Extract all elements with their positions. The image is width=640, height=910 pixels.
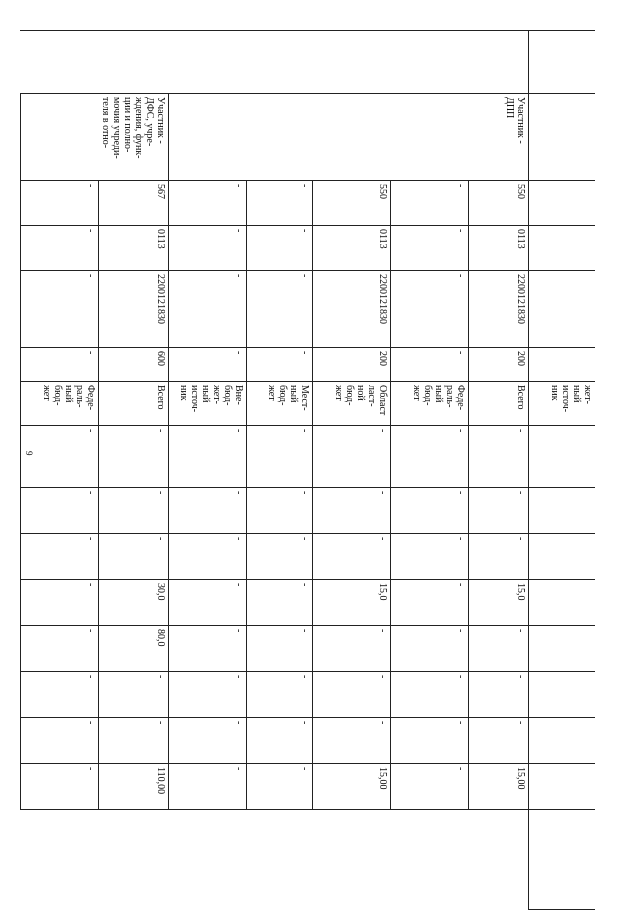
- table-row: [313, 31, 391, 910]
- table-cell: [529, 348, 595, 382]
- participant-cell: [21, 94, 99, 181]
- amount-cell: -: [313, 626, 391, 672]
- expense-code-cell: 600: [99, 348, 170, 382]
- amount-cell: -: [469, 626, 529, 672]
- amount-cell: -: [21, 488, 99, 534]
- amount-cell: -: [21, 580, 99, 626]
- dept-code-cell: 550: [469, 181, 529, 226]
- target-code-cell: -: [21, 271, 99, 348]
- table-cell: [529, 534, 595, 580]
- amount-cell: -: [469, 718, 529, 764]
- amount-cell: -: [21, 718, 99, 764]
- amount-cell: -: [391, 626, 469, 672]
- amount-cell: -: [391, 718, 469, 764]
- amount-cell: -: [169, 672, 247, 718]
- section-code-cell: 0113: [469, 226, 529, 271]
- funding-source-cell: Всего: [99, 382, 170, 426]
- target-code-cell: 2200121830: [313, 271, 391, 348]
- amount-cell: -: [247, 626, 313, 672]
- target-code-cell: 2200121830: [99, 271, 170, 348]
- header-source-tail: жет- ный источ- ник: [529, 382, 595, 426]
- table-cell: [529, 580, 595, 626]
- target-code-cell: -: [247, 271, 313, 348]
- funding-source-cell: Област ласт- ной бюд- жет: [313, 382, 391, 426]
- amount-cell: -: [391, 764, 469, 810]
- table-cell: [529, 672, 595, 718]
- amount-cell: -: [247, 488, 313, 534]
- amount-cell: -: [99, 718, 170, 764]
- table-body: [21, 31, 596, 910]
- amount-cell: -: [99, 534, 170, 580]
- amount-cell: 15,00: [469, 764, 529, 810]
- budget-table: [20, 30, 595, 910]
- amount-cell: -: [21, 626, 99, 672]
- amount-cell: -: [247, 426, 313, 488]
- amount-cell: -: [247, 764, 313, 810]
- amount-cell: -: [99, 426, 170, 488]
- target-code-cell: 2200121830: [469, 271, 529, 348]
- section-code-cell: -: [169, 226, 247, 271]
- amount-cell: -: [247, 672, 313, 718]
- table-row: [469, 31, 529, 910]
- table-row: [21, 31, 99, 910]
- target-code-cell: -: [391, 271, 469, 348]
- amount-cell: -: [313, 488, 391, 534]
- section-code-cell: 0113: [99, 226, 170, 271]
- amount-cell: -: [169, 626, 247, 672]
- left-margin-cell: [169, 31, 247, 94]
- amount-cell: -: [313, 534, 391, 580]
- scanned-page: [41, 30, 595, 859]
- participant-cell: [391, 94, 469, 181]
- table-cell: [529, 271, 595, 348]
- amount-cell: -: [99, 488, 170, 534]
- table-cell: [529, 31, 595, 94]
- amount-cell: 30,0: [99, 580, 170, 626]
- amount-cell: -: [169, 426, 247, 488]
- table-cell: [529, 426, 595, 488]
- amount-cell: 110,00: [99, 764, 170, 810]
- funding-source-cell: Феде- раль- ный бюд- жет: [391, 382, 469, 426]
- table-row: [99, 31, 170, 910]
- page-number: 9: [24, 451, 34, 456]
- participant-cell: [313, 94, 391, 181]
- amount-cell: -: [391, 580, 469, 626]
- table-row: [391, 31, 469, 910]
- expense-code-cell: -: [391, 348, 469, 382]
- dept-code-cell: 550: [313, 181, 391, 226]
- amount-cell: -: [247, 534, 313, 580]
- funding-source-cell: Вне- бюд- жет- ный источ- ник: [169, 382, 247, 426]
- table-cell: [529, 718, 595, 764]
- table-cell: [529, 626, 595, 672]
- table-cell: [529, 181, 595, 226]
- amount-cell: -: [169, 488, 247, 534]
- amount-cell: 80,0: [99, 626, 170, 672]
- amount-cell: -: [21, 426, 99, 488]
- amount-cell: -: [469, 672, 529, 718]
- participant-cell: [169, 94, 247, 181]
- amount-cell: -: [169, 580, 247, 626]
- amount-cell: -: [169, 534, 247, 580]
- left-margin-cell: [99, 31, 170, 94]
- dept-code-cell: -: [21, 181, 99, 226]
- funding-source-cell: Всего: [469, 382, 529, 426]
- dept-code-cell: -: [247, 181, 313, 226]
- amount-cell: -: [21, 764, 99, 810]
- amount-cell: -: [391, 426, 469, 488]
- table-cell: [529, 94, 595, 181]
- table-row: [529, 31, 595, 910]
- amount-cell: -: [391, 672, 469, 718]
- amount-cell: 15,0: [469, 580, 529, 626]
- left-margin-cell: [391, 31, 469, 94]
- amount-cell: -: [169, 718, 247, 764]
- amount-cell: -: [469, 426, 529, 488]
- table-cell: [529, 226, 595, 271]
- amount-cell: -: [247, 580, 313, 626]
- dept-code-cell: -: [169, 181, 247, 226]
- amount-cell: -: [169, 764, 247, 810]
- amount-cell: -: [313, 718, 391, 764]
- amount-cell: -: [21, 534, 99, 580]
- amount-cell: -: [313, 672, 391, 718]
- amount-cell: -: [313, 426, 391, 488]
- left-margin-cell: [469, 31, 529, 94]
- left-margin-cell: [313, 31, 391, 94]
- expense-code-cell: -: [169, 348, 247, 382]
- amount-cell: -: [469, 488, 529, 534]
- section-code-cell: -: [391, 226, 469, 271]
- amount-cell: -: [391, 488, 469, 534]
- expense-code-cell: 200: [313, 348, 391, 382]
- table-cell: [529, 764, 595, 810]
- rotated-table-container: [41, 30, 595, 859]
- expense-code-cell: -: [21, 348, 99, 382]
- target-code-cell: -: [169, 271, 247, 348]
- dept-code-cell: 567: [99, 181, 170, 226]
- funding-source-cell: Мест- ный бюд- жет: [247, 382, 313, 426]
- amount-cell: 15,0: [313, 580, 391, 626]
- section-code-cell: 0113: [313, 226, 391, 271]
- dept-code-cell: -: [391, 181, 469, 226]
- amount-cell: -: [21, 672, 99, 718]
- table-cell: [529, 810, 595, 910]
- amount-cell: -: [469, 534, 529, 580]
- table-cell: [529, 488, 595, 534]
- participant-cell: [247, 94, 313, 181]
- section-code-cell: -: [21, 226, 99, 271]
- expense-code-cell: 200: [469, 348, 529, 382]
- participant-cell: Участник - ДФС, учре- ждения, функ- ции и полно- мочия учреди- теля в отно-: [99, 94, 170, 181]
- amount-cell: -: [247, 718, 313, 764]
- participant-cell: Участник - ДПП: [469, 94, 529, 181]
- amount-cell: -: [391, 534, 469, 580]
- amount-cell: 15,00: [313, 764, 391, 810]
- left-margin-cell: [247, 31, 313, 94]
- expense-code-cell: -: [247, 348, 313, 382]
- funding-source-cell: Феде- раль- ный бюд- жет: [21, 382, 99, 426]
- table-row: [247, 31, 313, 910]
- amount-cell: -: [99, 672, 170, 718]
- table-row: [169, 31, 247, 910]
- section-code-cell: -: [247, 226, 313, 271]
- left-margin-cell: [21, 31, 99, 94]
